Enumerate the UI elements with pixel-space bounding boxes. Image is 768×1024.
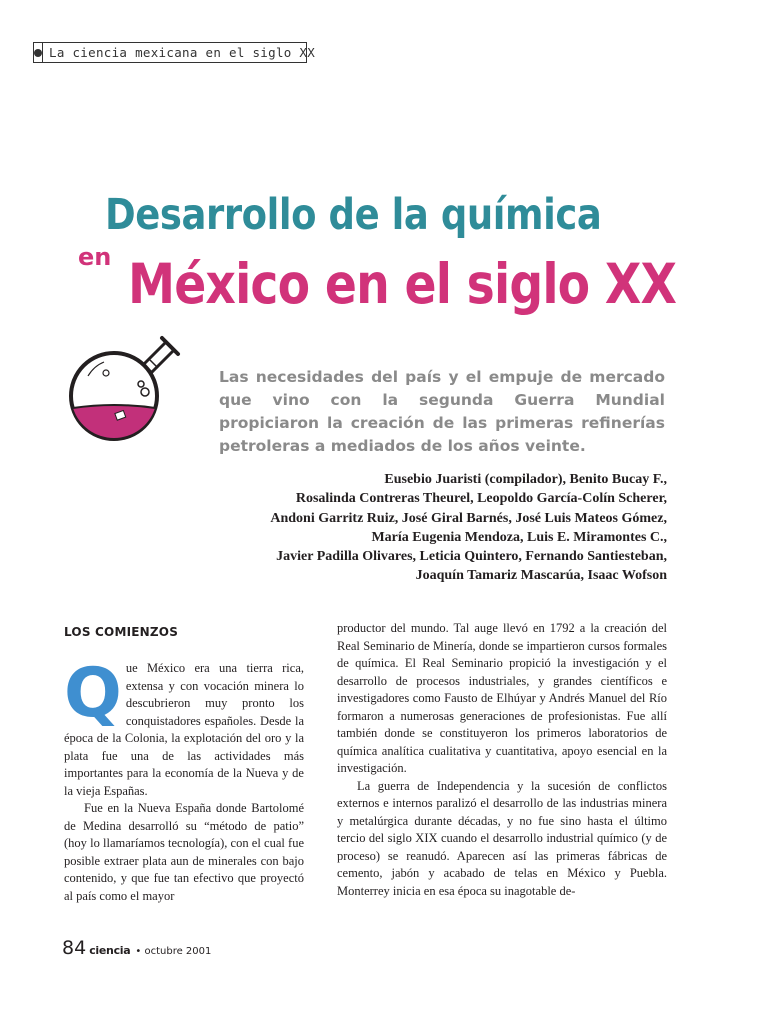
title-connector: en [78,243,112,271]
body-column-right [337,620,667,900]
body-paragraph: Fue en la Nueva España donde Bartolomé de Medina desarrolló su “método de patio” (hoy lo llamaríamos tecnología), con el cual fue posible extraer plata aun de minerales con bajo contenido, y que fue tan efectivo que proyectó al país como el mayor [64,801,304,903]
author-list [207,470,667,586]
section-header [33,42,316,63]
flask-icon [66,326,206,448]
bullet-icon [34,49,42,57]
author-line: Joaquín Tamariz Mascarúa, Isaac Wofson [415,568,667,584]
author-line: Eusebio Juaristi (compilador), Benito Bucay F., [384,472,667,487]
author-line: Rosalinda Contreras Theurel, Leopoldo García-Colín Scherer, [295,491,667,507]
magazine-name: ciencia [89,944,131,957]
author-line: Andoni Garritz Ruiz, José Giral Barnés, José Luis Mateos Gómez, [270,510,667,526]
section-label: La ciencia mexicana en el siglo XX [49,45,316,60]
title-line-2: México en el siglo XX [128,252,677,316]
body-paragraph [64,654,304,800]
author-line: María Eugenia Mendoza, Luis E. Miramontes C., [371,529,667,545]
issue-date: • octubre 2001 [135,946,212,957]
page-footer [62,937,211,959]
body-paragraph: productor del mundo. Tal auge llevó en 1792 a la creación del Real Seminario de Minería, donde se impartieron cursos formales de química. El Real Seminario propició la investigación y el desarrollo de procesos industriales, y grandes científicos e investigadores como Fausto de Elhúyar y Andrés Manuel del Río formaron a numerosas generaciones de profesionistas. Fue allí también donde se constituyeron los primeros laboratorios de química analítica cualitativa y cuantitativa, apoyo esencial en la investigación. [337,621,667,775]
section-heading: LOS COMIENZOS [64,625,179,639]
paragraph-text: ue México era una tierra rica, extensa y con vocación minera lo descubrieron muy pronto los conquistadores españoles. Desde la época de la Colonia, la explotación del oro y la plata fue una de las actividades más importantes para la economía de la Nueva y de la vieja Españas. [64,661,304,798]
drop-cap: Q [64,654,122,733]
body-paragraph: La guerra de Independencia y la sucesión de conflictos externos e internos paralizó el desarrollo de las industrias minera y metalúrgica durante décadas, y no fue sino hasta el último tercio del siglo XIX cuando el desarrollo industrial químico (y de proceso) se reanudó. Aparecen así las primeras fábricas de cemento, jabón y acabado de telas en México y Puebla. Monterrey inicia en esa época su inagotable de- [337,778,667,898]
page-number: 84 [62,937,87,959]
lead-paragraph: Las necesidades del país y el empuje de mercado que vino con la segunda Guerra Mundial propiciaron la creación de las primeras refinerías petroleras a mediados de los años veinte. [219,368,665,455]
body-column-left [64,620,304,905]
author-line: Javier Padilla Olivares, Leticia Quintero, Fernando Santiesteban, [276,549,667,565]
header-bullet-cell [34,43,43,62]
title-line-1: Desarrollo de la química [105,190,602,240]
